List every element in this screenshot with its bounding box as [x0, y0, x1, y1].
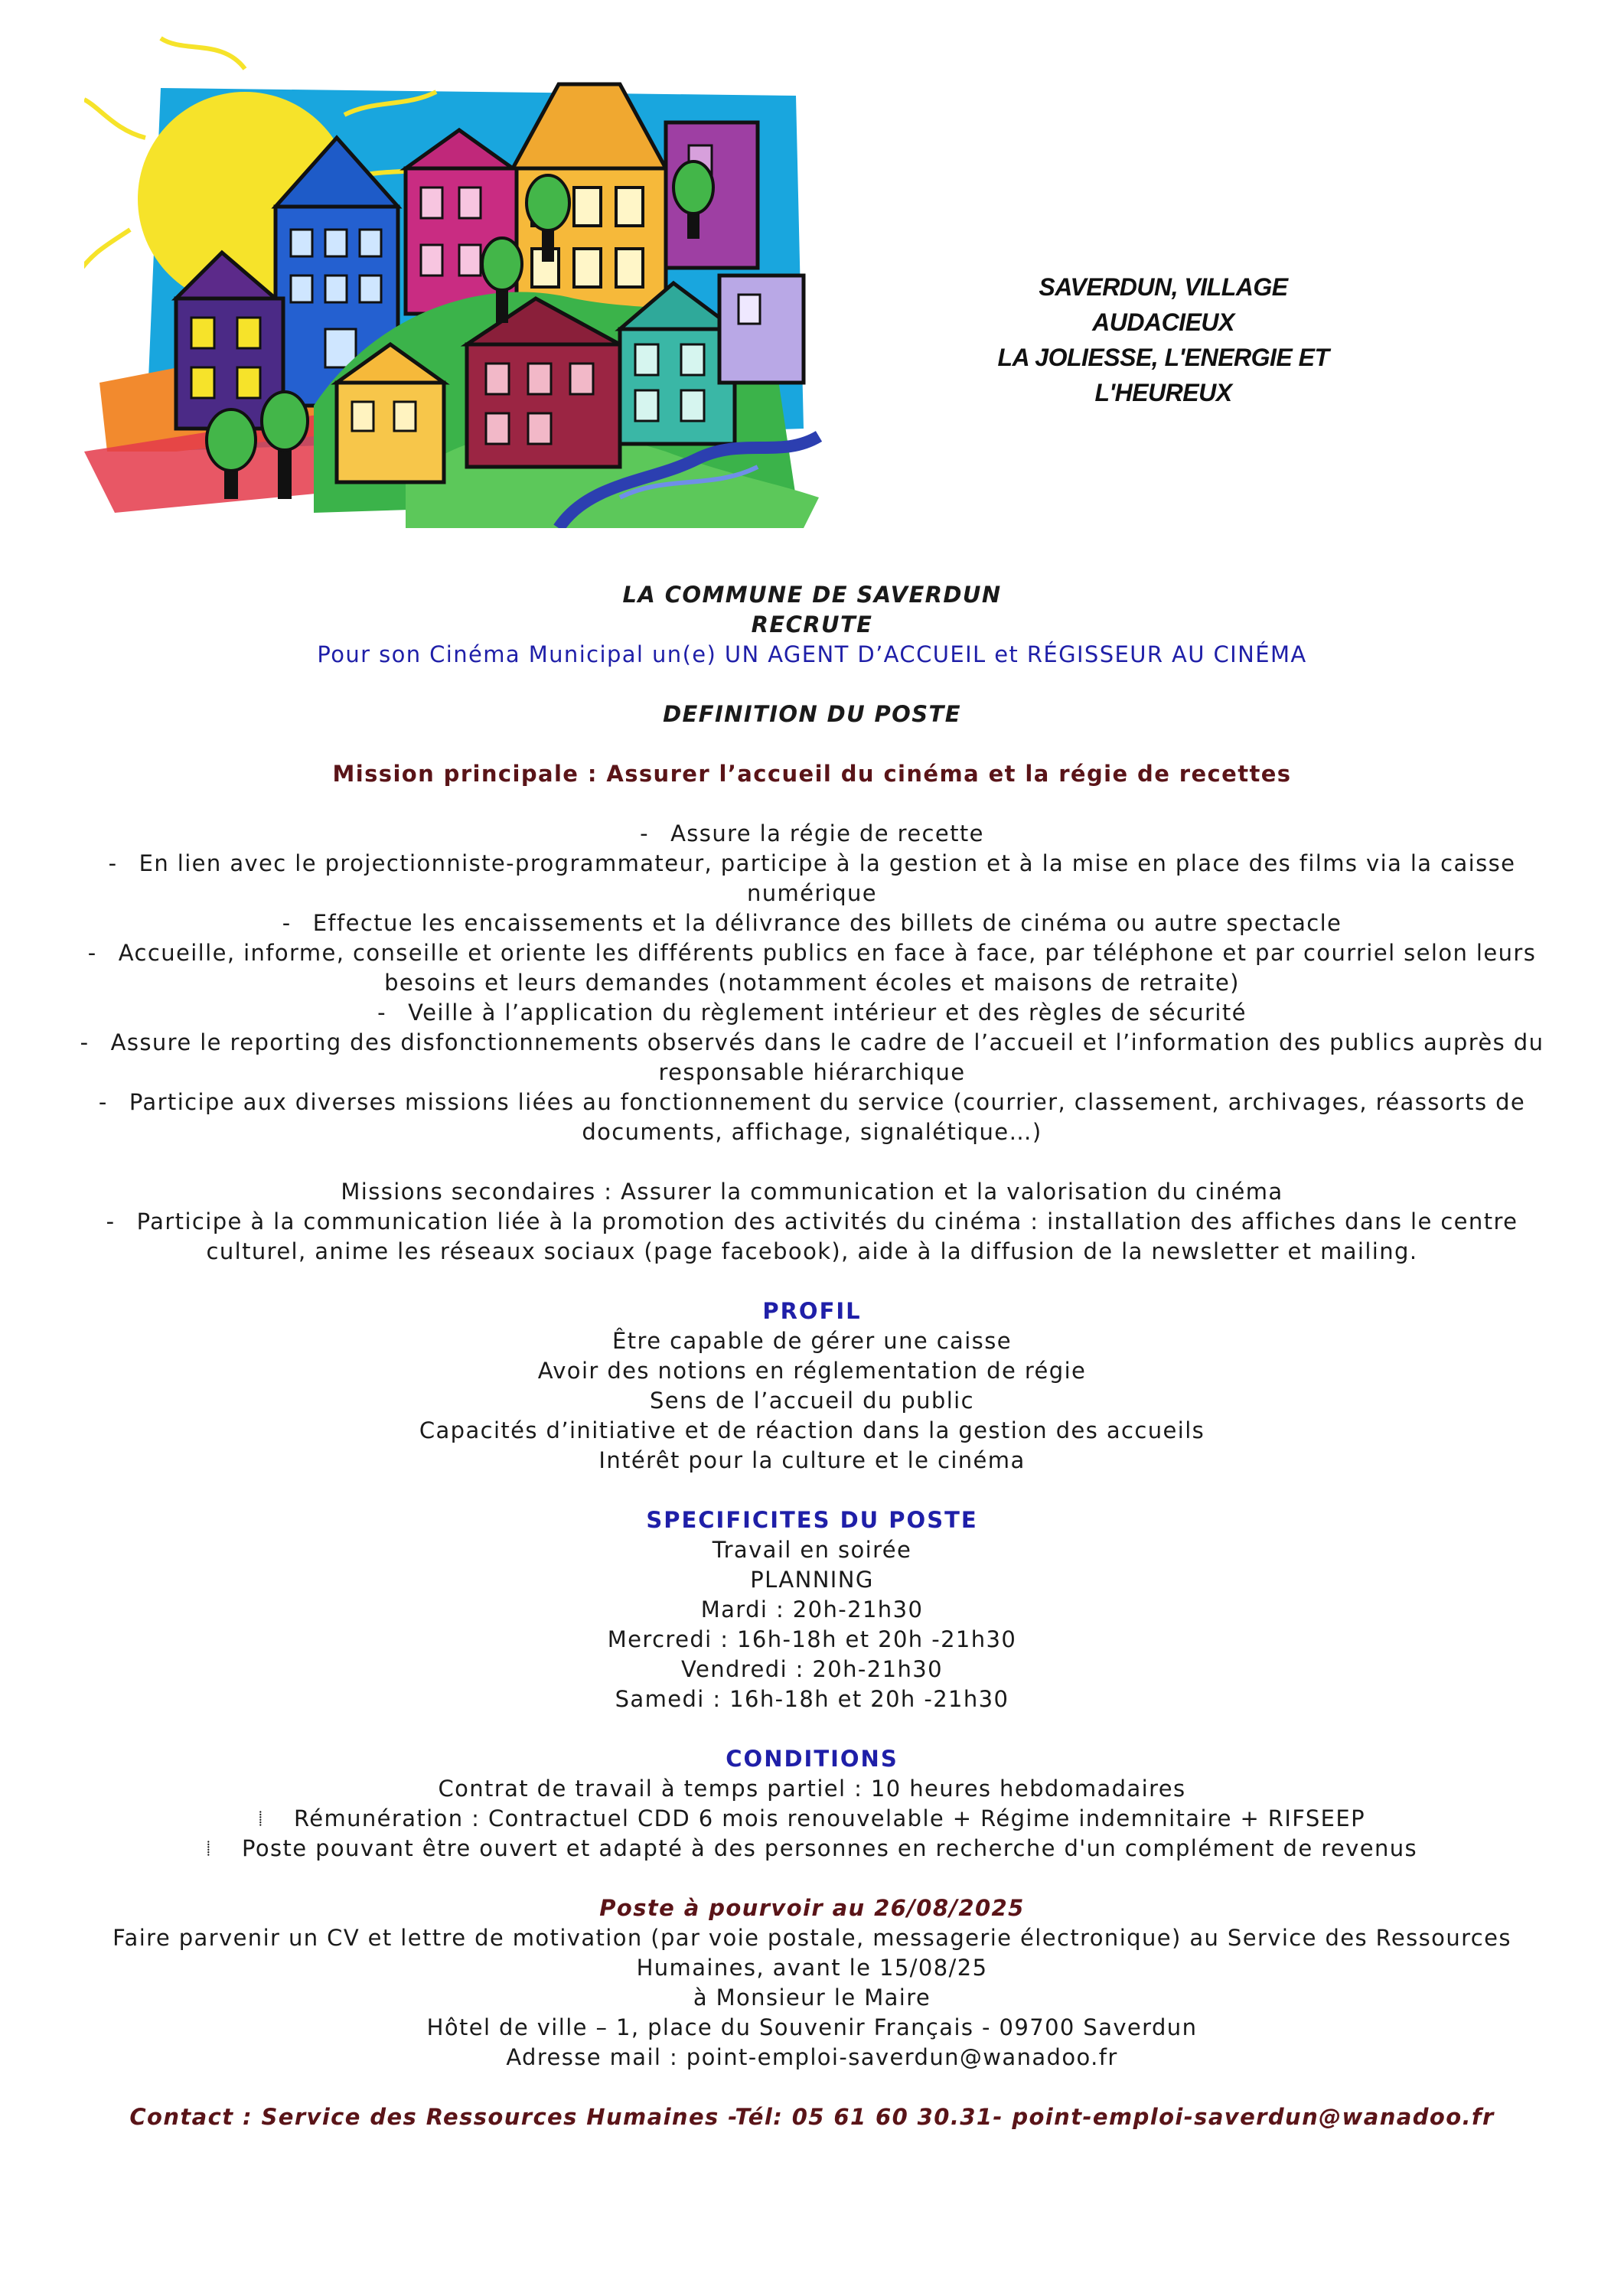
mission-bullet: - Assure la régie de recette: [54, 819, 1570, 849]
bullet-dash: -: [108, 850, 118, 876]
specificite-item: Vendredi : 20h-21h30: [681, 1656, 943, 1682]
bullet-dash: -: [98, 1089, 108, 1115]
mission-bullet: - Effectue les encaissements et la délivrance des billets de cinéma ou autre spectacle: [54, 908, 1570, 938]
definition-heading: DEFINITION DU POSTE: [663, 701, 961, 727]
secondary-bullet: - Participe à la communication liée à la promotion des activités du cinéma : installation des affiches dans le centre culturel, anime les réseaux sociaux (page facebook), aide à la diffusion de la newsletter et mailing.: [106, 1208, 1518, 1264]
list-mark-icon: ⸽: [206, 1841, 211, 1857]
mission-bullet: - Veille à l’application du règlement intérieur et des règles de sécurité: [54, 998, 1570, 1028]
slogan-line: L'HEUREUX: [1094, 379, 1232, 406]
job-title: Pour son Cinéma Municipal un(e) UN AGENT D’ACCUEIL et RÉGISSEUR AU CINÉMA: [317, 641, 1307, 667]
mission-bullet: - Accueille, informe, conseille et oriente les différents publics en face à face, par téléphone et par courriel selon leurs besoins et leurs demandes (notamment écoles et maisons de retraite): [87, 940, 1537, 996]
start-date: Poste à pourvoir au 26/08/2025: [599, 1895, 1025, 1921]
main-mission-heading: Mission principale : Assurer l’accueil du cinéma et la régie de recettes: [332, 761, 1292, 787]
specificite-item: Mercredi : 16h-18h et 20h -21h30: [607, 1626, 1017, 1652]
slogan: [949, 269, 1378, 410]
postal-address: Hôtel de ville – 1, place du Souvenir Français - 09700 Saverdun: [426, 2014, 1198, 2040]
application-instructions: Faire parvenir un CV et lettre de motivation (par voie postale, messagerie électronique) au Service des Ressources Humaines, avant le 15/08/25: [113, 1925, 1511, 1981]
profil-heading: PROFIL: [762, 1298, 862, 1324]
list-mark-icon: ⸽: [258, 1811, 263, 1827]
condition-remuneration: ⸽ Rémunération : Contractuel CDD 6 mois renouvelable + Régime indemnitaire + RIFSEEP: [54, 1804, 1570, 1834]
profil-item: Sens de l’accueil du public: [650, 1388, 974, 1414]
contact-line: Contact : Service des Ressources Humaines -Tél: 05 61 60 30.31- point-emploi-saverdun@wanadoo.fr: [129, 2104, 1495, 2130]
condition-contract: Contrat de travail à temps partiel : 10 heures hebdomadaires: [438, 1776, 1186, 1802]
conditions-heading: CONDITIONS: [726, 1746, 898, 1772]
profil-item: Être capable de gérer une caisse: [612, 1328, 1012, 1354]
profil-item: Avoir des notions en réglementation de régie: [537, 1358, 1087, 1384]
slogan-line: AUDACIEUX: [1092, 308, 1234, 336]
mission-bullet: - En lien avec le projectionniste-programmateur, participe à la gestion et à la mise en place des films via la caisse numérique: [108, 850, 1516, 906]
specificite-item: Samedi : 16h-18h et 20h -21h30: [615, 1686, 1009, 1712]
condition-opening: ⸽ Poste pouvant être ouvert et adapté à des personnes en recherche d'un complément de revenus: [54, 1834, 1570, 1864]
profil-item: Intérêt pour la culture et le cinéma: [598, 1447, 1026, 1473]
bullet-dash: -: [80, 1029, 90, 1055]
mission-bullet: - Participe aux diverses missions liées au fonctionnement du service (courrier, classement, archivages, réassorts de documents, affichage, signalétique…): [98, 1089, 1526, 1145]
mission-bullet: - Assure le reporting des disfonctionnements observés dans le cadre de l’accueil et l’information des publics auprès du responsable hiérarchique: [80, 1029, 1544, 1085]
secondary-mission-heading: Missions secondaires : Assurer la communication et la valorisation du cinéma: [341, 1179, 1283, 1205]
email-address: Adresse mail : point-emploi-saverdun@wanadoo.fr: [506, 2044, 1118, 2070]
slogan-line: SAVERDUN, VILLAGE: [1039, 273, 1288, 301]
bullet-dash: -: [282, 910, 292, 936]
bullet-dash: -: [377, 1000, 387, 1026]
bullet-dash: -: [87, 940, 97, 966]
bullet-dash: -: [640, 820, 649, 846]
specificites-heading: SPECIFICITES DU POSTE: [646, 1507, 978, 1533]
village-illustration: [84, 23, 850, 528]
recipient: à Monsieur le Maire: [693, 1985, 931, 2011]
bullet-dash: -: [106, 1208, 116, 1234]
specificite-item: PLANNING: [750, 1567, 874, 1593]
profil-item: Capacités d’initiative et de réaction dans la gestion des accueils: [419, 1417, 1205, 1443]
specificite-item: Mardi : 20h-21h30: [700, 1596, 924, 1623]
slogan-line: LA JOLIESSE, L'ENERGIE ET: [997, 344, 1329, 371]
commune-title: LA COMMUNE DE SAVERDUN: [622, 582, 1002, 608]
specificite-item: Travail en soirée: [712, 1537, 912, 1563]
recrute-title: RECRUTE: [751, 612, 873, 638]
job-offer-content: [54, 580, 1570, 2132]
